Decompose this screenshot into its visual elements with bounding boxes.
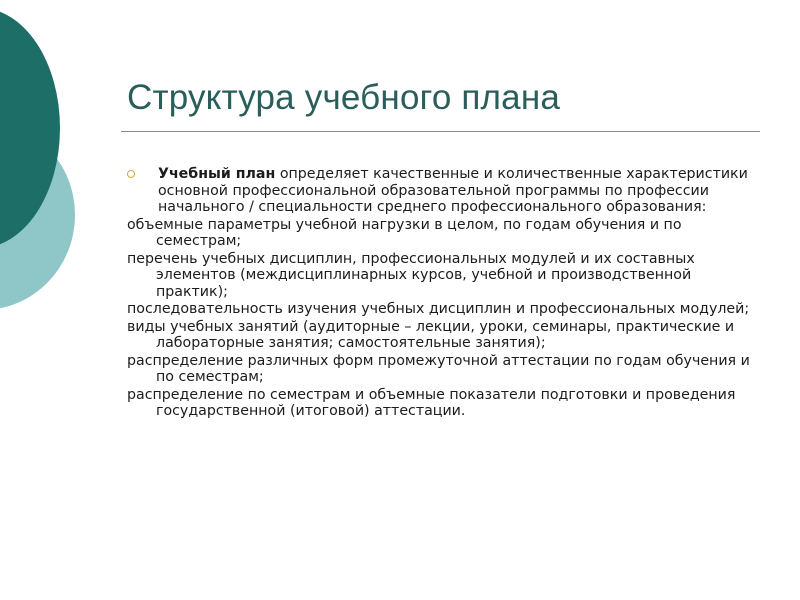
list-item: объемные параметры учебной нагрузки в целом, по годам обучения и по семестрам; (127, 216, 682, 249)
list-item: распределение по семестрам и объемные показатели подготовки и проведения государственной (итоговой) аттестации. (127, 386, 736, 419)
list-item: распределение различных форм промежуточной аттестации по годам обучения и по семестрам; (127, 352, 750, 385)
list-item: перечень учебных дисциплин, профессиональных модулей и их составных элементов (междисциплинарных курсов, учебной и производственной практик); (127, 250, 695, 300)
slide-title: Структура учебного плана (127, 78, 561, 117)
bullet-lead: Учебный план (158, 166, 276, 182)
bullet-description: определяет качественные и количественные характеристики основной профессиональной образовательной программы по профессии начального / специальности среднего профессионального образования: (158, 166, 748, 215)
circle-bullet-icon (127, 170, 135, 178)
title-divider (121, 131, 760, 132)
list-item: виды учебных занятий (аудиторные – лекции, уроки, семинары, практические и лабораторные занятия; самостоятельные занятия); (127, 318, 735, 351)
list-item: последовательность изучения учебных дисциплин и профессиональных модулей; (127, 301, 750, 317)
bullet-text (158, 166, 748, 215)
slide-body (127, 166, 767, 420)
bullet-item (127, 166, 767, 216)
